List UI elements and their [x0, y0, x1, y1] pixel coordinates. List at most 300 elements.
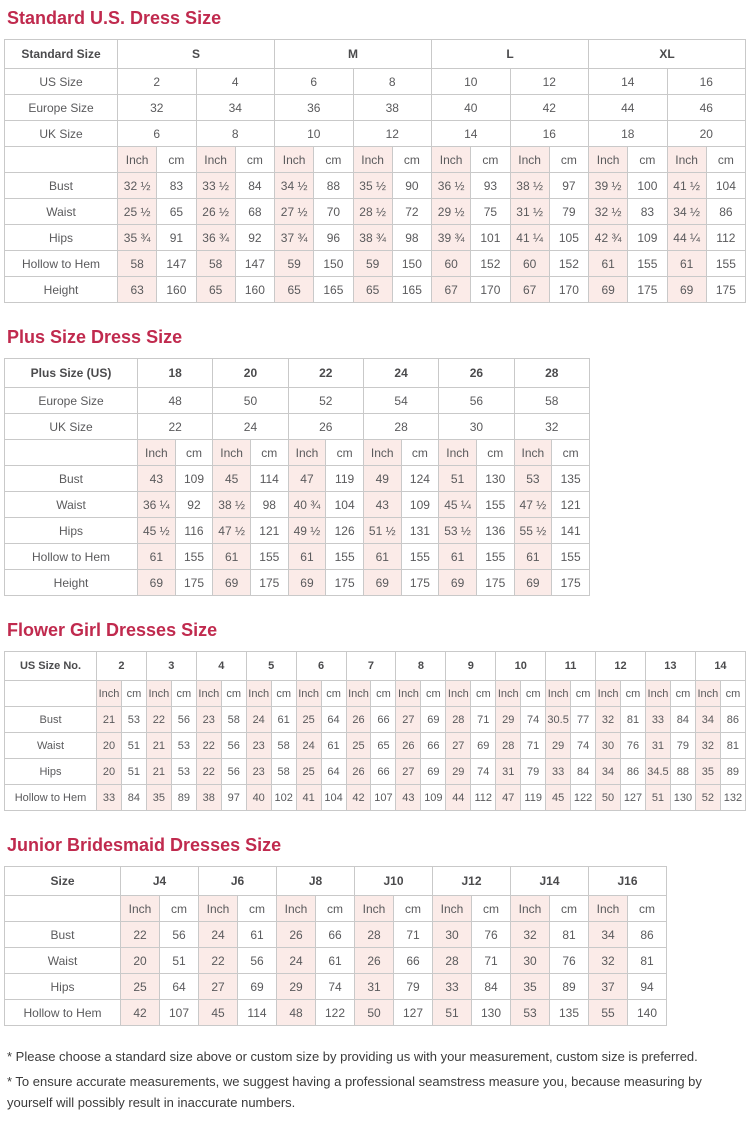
measure-value-cm: 116: [175, 518, 213, 544]
junior-bridesmaid-table: [4, 866, 667, 1026]
measure-value-inch: 26: [346, 759, 371, 785]
measure-value-inch: 65: [196, 277, 235, 303]
measure-label: Waist: [5, 492, 138, 518]
standard-size-table: [4, 39, 746, 303]
measure-value-inch: 22: [121, 922, 160, 948]
measure-value-inch: 36 ¾: [196, 225, 235, 251]
measure-value-inch: 30.5: [546, 707, 571, 733]
measure-value-inch: 59: [275, 251, 314, 277]
unit-header-cm: cm: [250, 440, 288, 466]
measure-value-cm: 135: [552, 466, 590, 492]
measure-value-inch: 61: [439, 544, 477, 570]
unit-header-cm: cm: [235, 147, 274, 173]
measure-value-cm: 56: [221, 759, 246, 785]
measure-value-inch: 37: [589, 974, 628, 1000]
measure-label: US Size: [5, 69, 118, 95]
measure-label: Height: [5, 277, 118, 303]
measure-value-cm: 71: [521, 733, 546, 759]
table-row: [5, 414, 590, 440]
unit-row-spacer: [5, 681, 97, 707]
measure-label: Hollow to Hem: [5, 544, 138, 570]
table-row: [5, 466, 590, 492]
measure-value-inch: 53 ½: [439, 518, 477, 544]
unit-header-inch: Inch: [433, 896, 472, 922]
measure-value-inch: 30: [511, 948, 550, 974]
measure-value-cm: 109: [175, 466, 213, 492]
unit-header-inch: Inch: [439, 440, 477, 466]
size-cell: 24: [213, 414, 288, 440]
size-group-header: 7: [346, 652, 396, 681]
size-group-header: J16: [589, 867, 667, 896]
measure-value-inch: 69: [213, 570, 251, 596]
measure-label: Bust: [5, 707, 97, 733]
measure-value-inch: 50: [355, 1000, 394, 1026]
measure-label: Hips: [5, 518, 138, 544]
measure-value-cm: 66: [371, 707, 396, 733]
unit-header-cm: cm: [706, 147, 745, 173]
measure-value-inch: 24: [199, 922, 238, 948]
measure-value-cm: 69: [421, 707, 446, 733]
measure-value-cm: 51: [121, 733, 146, 759]
measure-label: Europe Size: [5, 95, 118, 121]
plus-size-table: [4, 358, 590, 596]
table-row: [5, 121, 746, 147]
measure-value-cm: 69: [471, 733, 496, 759]
measure-value-inch: 41 ½: [667, 173, 706, 199]
measure-value-inch: 22: [199, 948, 238, 974]
measure-value-cm: 64: [321, 759, 346, 785]
size-cell: 38: [353, 95, 432, 121]
measure-value-cm: 61: [238, 922, 277, 948]
measure-value-inch: 25: [296, 707, 321, 733]
unit-header-inch: Inch: [589, 896, 628, 922]
measure-value-cm: 119: [326, 466, 364, 492]
size-cell: 8: [196, 121, 275, 147]
size-cell: 28: [363, 414, 438, 440]
unit-header-cm: cm: [628, 896, 667, 922]
measure-label: Hips: [5, 225, 118, 251]
unit-header-cm: cm: [175, 440, 213, 466]
measure-value-cm: 147: [157, 251, 196, 277]
table-row: [5, 974, 667, 1000]
measure-value-inch: 60: [432, 251, 471, 277]
measure-value-cm: 97: [549, 173, 588, 199]
measure-value-cm: 112: [471, 785, 496, 811]
measure-value-inch: 33: [97, 785, 122, 811]
measure-value-inch: 69: [589, 277, 628, 303]
measure-value-cm: 61: [271, 707, 296, 733]
unit-header-cm: cm: [326, 440, 364, 466]
measure-value-cm: 74: [521, 707, 546, 733]
measure-value-cm: 160: [157, 277, 196, 303]
unit-header-cm: cm: [628, 147, 667, 173]
size-cell: 36: [275, 95, 354, 121]
measure-value-inch: 45 ½: [138, 518, 176, 544]
measure-value-cm: 170: [549, 277, 588, 303]
section-flower-girl: [4, 620, 746, 811]
size-cell: 32: [514, 414, 589, 440]
measure-value-inch: 26: [277, 922, 316, 948]
measure-value-inch: 32: [695, 733, 720, 759]
measure-value-inch: 50: [596, 785, 621, 811]
table-row: [5, 173, 746, 199]
table-row: [5, 948, 667, 974]
measure-value-inch: 42: [346, 785, 371, 811]
measure-value-cm: 84: [121, 785, 146, 811]
measure-value-cm: 81: [621, 707, 646, 733]
measure-value-cm: 74: [571, 733, 596, 759]
table-row: [5, 867, 667, 896]
size-group-header: 3: [146, 652, 196, 681]
measure-value-cm: 126: [326, 518, 364, 544]
section-title-junior: Junior Bridesmaid Dresses Size: [7, 835, 282, 855]
measure-value-inch: 61: [288, 544, 326, 570]
measure-label: Europe Size: [5, 388, 138, 414]
measure-value-cm: 109: [421, 785, 446, 811]
measure-value-cm: 150: [314, 251, 353, 277]
size-cell: 12: [510, 69, 589, 95]
measure-value-inch: 22: [196, 759, 221, 785]
unit-header-inch: Inch: [275, 147, 314, 173]
measure-value-cm: 81: [720, 733, 745, 759]
measure-value-inch: 23: [246, 759, 271, 785]
measure-value-cm: 66: [394, 948, 433, 974]
size-group-header: J10: [355, 867, 433, 896]
measure-value-inch: 61: [667, 251, 706, 277]
size-group-header: J12: [433, 867, 511, 896]
unit-header-cm: cm: [571, 681, 596, 707]
measure-value-inch: 24: [246, 707, 271, 733]
footnotes: [7, 1046, 746, 1113]
measure-value-cm: 135: [550, 1000, 589, 1026]
measure-value-cm: 51: [121, 759, 146, 785]
measure-value-cm: 81: [628, 948, 667, 974]
measure-value-inch: 31 ½: [510, 199, 549, 225]
size-group-header: 10: [496, 652, 546, 681]
table-row: [5, 388, 590, 414]
measure-value-inch: 45: [199, 1000, 238, 1026]
measure-value-cm: 97: [221, 785, 246, 811]
measure-value-inch: 27 ½: [275, 199, 314, 225]
measure-value-inch: 39 ½: [589, 173, 628, 199]
measure-value-cm: 136: [476, 518, 514, 544]
section-standard-size: [4, 8, 746, 303]
measure-value-cm: 175: [175, 570, 213, 596]
measure-value-cm: 109: [628, 225, 667, 251]
measure-value-inch: 25: [346, 733, 371, 759]
size-cell: 10: [432, 69, 511, 95]
measure-value-inch: 30: [596, 733, 621, 759]
measure-value-inch: 25: [121, 974, 160, 1000]
measure-value-inch: 35 ¾: [118, 225, 157, 251]
section-title-flower-girl: Flower Girl Dresses Size: [7, 620, 218, 640]
measure-label: Height: [5, 570, 138, 596]
measure-value-cm: 74: [316, 974, 355, 1000]
measure-value-cm: 88: [314, 173, 353, 199]
measure-value-inch: 24: [296, 733, 321, 759]
measure-value-cm: 86: [720, 707, 745, 733]
measure-value-cm: 141: [552, 518, 590, 544]
size-cell: 12: [353, 121, 432, 147]
size-cell: 48: [138, 388, 213, 414]
table-row: [5, 544, 590, 570]
measure-value-inch: 22: [146, 707, 171, 733]
size-cell: 4: [196, 69, 275, 95]
table-row: [5, 492, 590, 518]
measure-value-cm: 83: [628, 199, 667, 225]
measure-value-cm: 147: [235, 251, 274, 277]
size-cell: 54: [363, 388, 438, 414]
table-row: [5, 225, 746, 251]
measure-value-cm: 96: [314, 225, 353, 251]
size-cell: 50: [213, 388, 288, 414]
unit-header-cm: cm: [471, 147, 510, 173]
measure-value-cm: 65: [157, 199, 196, 225]
measure-value-inch: 36 ½: [432, 173, 471, 199]
measure-value-inch: 28: [446, 707, 471, 733]
measure-value-cm: 155: [552, 544, 590, 570]
measure-value-cm: 175: [401, 570, 439, 596]
table-row: [5, 896, 667, 922]
measure-value-cm: 130: [670, 785, 695, 811]
measure-value-inch: 38: [196, 785, 221, 811]
measure-value-cm: 93: [471, 173, 510, 199]
measure-value-inch: 28 ½: [353, 199, 392, 225]
measure-value-cm: 66: [316, 922, 355, 948]
measure-value-cm: 152: [549, 251, 588, 277]
measure-value-inch: 43: [363, 492, 401, 518]
measure-value-inch: 45: [213, 466, 251, 492]
unit-header-inch: Inch: [246, 681, 271, 707]
measure-value-inch: 47: [288, 466, 326, 492]
measure-value-inch: 23: [196, 707, 221, 733]
measure-value-inch: 36 ¼: [138, 492, 176, 518]
measure-value-inch: 33 ½: [196, 173, 235, 199]
unit-header-inch: Inch: [288, 440, 326, 466]
measure-value-cm: 84: [472, 974, 511, 1000]
measure-value-cm: 119: [521, 785, 546, 811]
measure-value-inch: 26 ½: [196, 199, 235, 225]
table-row: [5, 681, 746, 707]
measure-value-inch: 27: [446, 733, 471, 759]
unit-header-inch: Inch: [97, 681, 122, 707]
unit-header-cm: cm: [314, 147, 353, 173]
measure-value-cm: 155: [250, 544, 288, 570]
measure-value-inch: 34: [589, 922, 628, 948]
measure-value-cm: 75: [471, 199, 510, 225]
measure-value-cm: 91: [157, 225, 196, 251]
size-cell: 16: [667, 69, 746, 95]
measure-value-cm: 155: [476, 492, 514, 518]
measure-label: UK Size: [5, 121, 118, 147]
measure-value-inch: 67: [510, 277, 549, 303]
size-cell: 2: [118, 69, 197, 95]
size-cell: 52: [288, 388, 363, 414]
measure-value-inch: 59: [353, 251, 392, 277]
unit-header-cm: cm: [121, 681, 146, 707]
measure-value-cm: 77: [571, 707, 596, 733]
size-group-header: 28: [514, 359, 589, 388]
unit-header-inch: Inch: [645, 681, 670, 707]
measure-value-inch: 48: [277, 1000, 316, 1026]
measure-value-cm: 165: [392, 277, 431, 303]
measure-value-cm: 114: [238, 1000, 277, 1026]
unit-header-inch: Inch: [510, 147, 549, 173]
measure-value-inch: 29: [277, 974, 316, 1000]
measure-value-inch: 23: [246, 733, 271, 759]
section-title-standard: Standard U.S. Dress Size: [7, 8, 222, 28]
unit-header-inch: Inch: [121, 896, 160, 922]
size-cell: 40: [432, 95, 511, 121]
measure-value-cm: 65: [371, 733, 396, 759]
measure-value-inch: 67: [432, 277, 471, 303]
unit-header-inch: Inch: [667, 147, 706, 173]
measure-value-cm: 127: [621, 785, 646, 811]
unit-header-inch: Inch: [146, 681, 171, 707]
unit-header-inch: Inch: [596, 681, 621, 707]
unit-header-inch: Inch: [514, 440, 552, 466]
measure-value-cm: 155: [401, 544, 439, 570]
measure-value-cm: 155: [476, 544, 514, 570]
measure-value-inch: 21: [146, 759, 171, 785]
size-cell: 30: [439, 414, 514, 440]
unit-header-inch: Inch: [446, 681, 471, 707]
measure-value-cm: 61: [321, 733, 346, 759]
measure-value-cm: 165: [314, 277, 353, 303]
measure-value-inch: 41: [296, 785, 321, 811]
measure-value-inch: 26: [355, 948, 394, 974]
measure-value-cm: 56: [160, 922, 199, 948]
measure-label: Hips: [5, 974, 121, 1000]
measure-value-inch: 38 ½: [510, 173, 549, 199]
measure-value-cm: 92: [175, 492, 213, 518]
measure-value-cm: 175: [552, 570, 590, 596]
measure-value-cm: 104: [706, 173, 745, 199]
size-cell: 32: [118, 95, 197, 121]
measure-value-inch: 45: [546, 785, 571, 811]
measure-value-inch: 32 ½: [118, 173, 157, 199]
unit-header-cm: cm: [472, 896, 511, 922]
measure-value-cm: 132: [720, 785, 745, 811]
measure-label: Hips: [5, 759, 97, 785]
measure-value-cm: 84: [235, 173, 274, 199]
measure-value-cm: 92: [235, 225, 274, 251]
measure-value-inch: 28: [433, 948, 472, 974]
unit-header-cm: cm: [157, 147, 196, 173]
measure-value-cm: 124: [401, 466, 439, 492]
measure-value-inch: 20: [97, 733, 122, 759]
measure-value-inch: 47 ½: [213, 518, 251, 544]
measure-value-cm: 104: [326, 492, 364, 518]
measure-value-inch: 61: [213, 544, 251, 570]
measure-value-inch: 61: [514, 544, 552, 570]
measure-value-cm: 101: [471, 225, 510, 251]
unit-header-inch: Inch: [432, 147, 471, 173]
unit-row-spacer: [5, 896, 121, 922]
size-cell: 14: [432, 121, 511, 147]
section-plus-size: [4, 327, 746, 596]
measure-value-inch: 43: [396, 785, 421, 811]
table-row: [5, 652, 746, 681]
size-cell: 46: [667, 95, 746, 121]
measure-value-cm: 66: [371, 759, 396, 785]
measure-value-cm: 68: [235, 199, 274, 225]
measure-value-inch: 61: [363, 544, 401, 570]
measure-label: Hollow to Hem: [5, 785, 97, 811]
unit-header-cm: cm: [621, 681, 646, 707]
measure-value-cm: 175: [476, 570, 514, 596]
size-group-header: 8: [396, 652, 446, 681]
measure-value-inch: 26: [346, 707, 371, 733]
measure-value-inch: 29: [446, 759, 471, 785]
measure-value-inch: 31: [496, 759, 521, 785]
unit-header-inch: Inch: [213, 440, 251, 466]
measure-value-cm: 79: [394, 974, 433, 1000]
measure-value-inch: 69: [667, 277, 706, 303]
unit-header-inch: Inch: [363, 440, 401, 466]
unit-row-spacer: [5, 147, 118, 173]
measure-value-cm: 94: [628, 974, 667, 1000]
measure-value-cm: 53: [171, 733, 196, 759]
footnote-seamstress: * To ensure accurate measurements, we suggest having a professional seamstress measure you, because measuring by yourself will possibly result in inaccurate numbers.: [7, 1074, 702, 1110]
measure-value-cm: 109: [401, 492, 439, 518]
measure-value-cm: 56: [221, 733, 246, 759]
measure-value-inch: 42: [121, 1000, 160, 1026]
measure-value-inch: 28: [355, 922, 394, 948]
measure-value-inch: 25: [296, 759, 321, 785]
measure-value-cm: 112: [706, 225, 745, 251]
measure-value-inch: 30: [433, 922, 472, 948]
measure-value-inch: 27: [396, 759, 421, 785]
measure-value-inch: 69: [363, 570, 401, 596]
measure-value-inch: 26: [396, 733, 421, 759]
measure-value-cm: 107: [371, 785, 396, 811]
size-group-header: 4: [196, 652, 246, 681]
measure-label: Bust: [5, 466, 138, 492]
row-label-header: US Size No.: [5, 652, 97, 681]
unit-header-cm: cm: [238, 896, 277, 922]
measure-value-cm: 140: [628, 1000, 667, 1026]
size-group-header: 9: [446, 652, 496, 681]
measure-value-inch: 61: [589, 251, 628, 277]
measure-value-cm: 86: [621, 759, 646, 785]
unit-header-cm: cm: [549, 147, 588, 173]
unit-row-spacer: [5, 440, 138, 466]
size-cell: 26: [288, 414, 363, 440]
measure-value-inch: 33: [433, 974, 472, 1000]
measure-value-cm: 76: [621, 733, 646, 759]
measure-value-inch: 45 ¼: [439, 492, 477, 518]
measure-value-cm: 122: [316, 1000, 355, 1026]
measure-value-inch: 20: [121, 948, 160, 974]
measure-label: Bust: [5, 173, 118, 199]
size-group-header: 2: [97, 652, 147, 681]
measure-value-inch: 40: [246, 785, 271, 811]
measure-value-cm: 66: [421, 733, 446, 759]
size-group-header: 11: [546, 652, 596, 681]
size-cell: 20: [667, 121, 746, 147]
measure-value-cm: 122: [571, 785, 596, 811]
measure-value-cm: 98: [392, 225, 431, 251]
unit-header-inch: Inch: [196, 147, 235, 173]
measure-value-inch: 63: [118, 277, 157, 303]
measure-value-inch: 65: [275, 277, 314, 303]
measure-value-inch: 38 ½: [213, 492, 251, 518]
measure-value-inch: 51: [433, 1000, 472, 1026]
measure-label: Bust: [5, 922, 121, 948]
measure-value-inch: 52: [695, 785, 720, 811]
unit-header-inch: Inch: [296, 681, 321, 707]
